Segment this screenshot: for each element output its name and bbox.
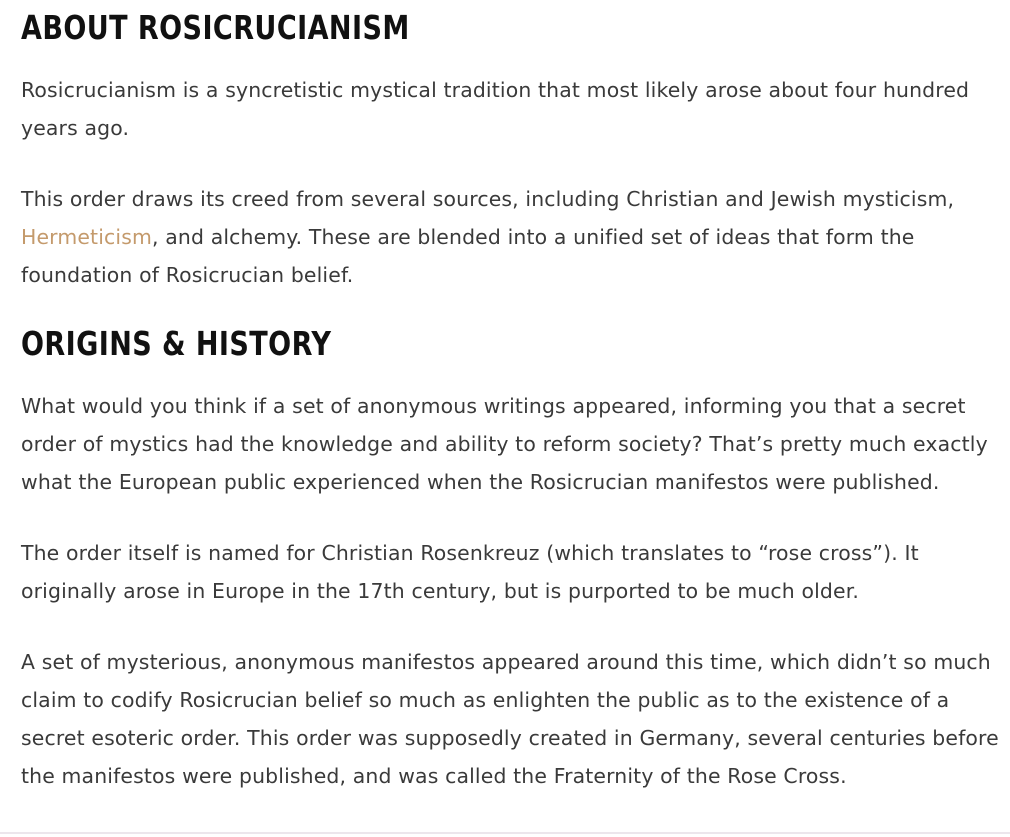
section-heading-about: ABOUT ROSICRUCIANISM <box>21 8 410 47</box>
bottom-divider <box>0 832 1010 834</box>
about-paragraph-2-text-start: This order draws its creed from several sources, including Christian and Jewish mysticism, <box>21 187 955 211</box>
origins-paragraph-2: The order itself is named for Christian Rosenkreuz (which translates to “rose cross”). It originally arose in Europe in the 17th century, but is purported to be much older. <box>21 541 919 603</box>
origins-paragraph-3: A set of mysterious, anonymous manifestos appeared around this time, which didn’t so much claim to codify Rosicrucian belief so much as enlighten the public as to the existence of a secret esoteric order. This order was supposedly created in Germany, several centuries before the manifestos were published, and was called the Fraternity of the Rose Cross. <box>21 650 999 788</box>
hermeticism-link[interactable]: Hermeticism <box>21 225 152 249</box>
origins-paragraph-1: What would you think if a set of anonymous writings appeared, informing you that a secret order of mystics had the knowledge and ability to reform society? That’s pretty much exactly what the European public experienced when the Rosicrucian manifestos were published. <box>21 394 988 494</box>
about-paragraph-1: Rosicrucianism is a syncretistic mystical tradition that most likely arose about four hundred years ago. <box>21 78 970 140</box>
about-paragraph-2 <box>21 180 1006 294</box>
article-content <box>21 0 1006 795</box>
about-paragraph-2-text-end: , and alchemy. These are blended into a unified set of ideas that form the foundation of Rosicrucian belief. <box>21 225 915 287</box>
section-heading-origins: ORIGINS & HISTORY <box>21 324 332 363</box>
section-spacer <box>21 294 1006 324</box>
